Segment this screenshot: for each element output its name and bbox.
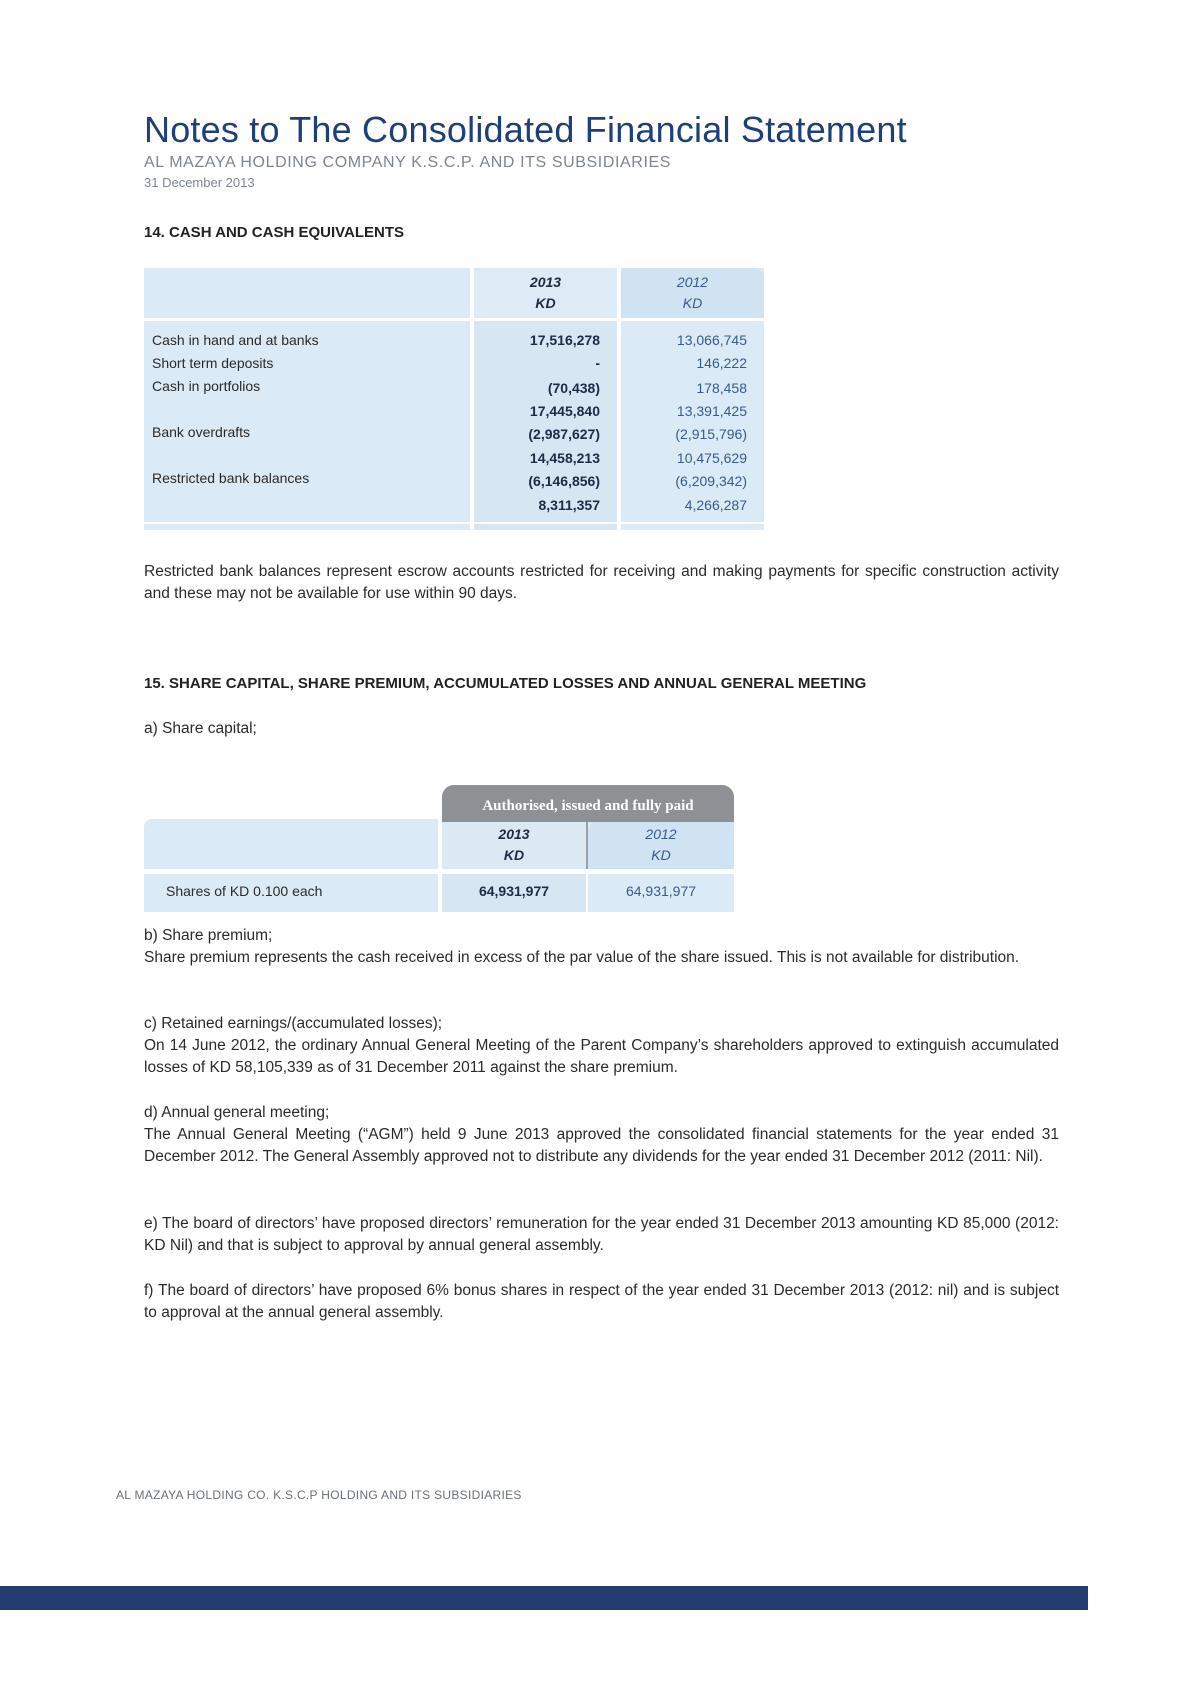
value-2013: (70,438) bbox=[547, 380, 600, 396]
year-2012-label: 2012 bbox=[676, 274, 709, 290]
bottom-divider bbox=[144, 522, 764, 524]
group-header: Authorised, issued and fully paid bbox=[442, 785, 734, 822]
value-2013: - bbox=[595, 355, 600, 371]
statement-date: 31 December 2013 bbox=[144, 175, 255, 190]
share-premium-title: b) Share premium; bbox=[144, 927, 273, 944]
share-premium-text: Share premium represents the cash received in excess of the par value of the share issued. This is not available for distribution. bbox=[144, 949, 1020, 966]
row-label: Restricted bank balances bbox=[152, 470, 310, 486]
value-2013: (2,987,627) bbox=[528, 426, 600, 442]
subtotal-2012: 10,475,629 bbox=[676, 450, 747, 466]
value-2013: (6,146,856) bbox=[528, 473, 600, 489]
subtotal-2013: 17,445,840 bbox=[529, 403, 600, 419]
year-2013-label: 2013 bbox=[498, 826, 530, 842]
retained-earnings-text: On 14 June 2012, the ordinary Annual General Meeting of the Parent Company’s shareholders approved to extinguish accumulated losses of KD 58,105,339 as of 31 December 2011 against the share premium. bbox=[144, 1037, 1059, 1076]
row-label: Short term deposits bbox=[152, 355, 274, 371]
value-2013: 64,931,977 bbox=[478, 883, 550, 899]
year-2012-label: 2012 bbox=[645, 826, 677, 842]
total-2013: 8,311,357 bbox=[538, 497, 600, 513]
page-title: Notes to The Consolidated Financial Statement bbox=[144, 109, 907, 150]
company-name: AL MAZAYA HOLDING COMPANY K.S.C.P. AND ITS SUBSIDIARIES bbox=[144, 154, 672, 171]
unit-2012-label: KD bbox=[682, 295, 703, 311]
bonus-shares-text: f) The board of directors’ have proposed 6% bonus shares in respect of the year ended 31 December 2013 (2012: nil) and is subject to approval at the annual general assembly. bbox=[144, 1282, 1059, 1321]
restricted-balances-note: Restricted bank balances represent escrow accounts restricted for receiving and making payments for specific construction activity and these may not be available for use within 90 days. bbox=[144, 563, 1059, 602]
header-divider bbox=[144, 318, 764, 321]
value-2012: 64,931,977 bbox=[625, 883, 697, 899]
total-2012: 4,266,287 bbox=[684, 497, 747, 513]
page-header bbox=[144, 110, 907, 190]
row-label: Cash in hand and at banks bbox=[152, 332, 319, 348]
row-label: Bank overdrafts bbox=[152, 424, 251, 440]
share-capital-table bbox=[144, 785, 734, 915]
subtotal-2012: 13,391,425 bbox=[676, 403, 747, 419]
value-2012: (2,915,796) bbox=[675, 426, 747, 442]
subtotal-2013: 14,458,213 bbox=[529, 450, 600, 466]
value-2012: 178,458 bbox=[696, 380, 747, 396]
note-15-heading: 15. SHARE CAPITAL, SHARE PREMIUM, ACCUMULATED LOSSES AND ANNUAL GENERAL MEETING bbox=[144, 675, 867, 692]
footer-company-name: AL MAZAYA HOLDING CO. K.S.C.P HOLDING AND ITS SUBSIDIARIES bbox=[116, 1488, 522, 1502]
note-14-heading: 14. CASH AND CASH EQUIVALENTS bbox=[144, 224, 405, 241]
retained-earnings-title: c) Retained earnings/(accumulated losses); bbox=[144, 1015, 443, 1032]
header-divider bbox=[144, 869, 734, 874]
agm-title: d) Annual general meeting; bbox=[144, 1104, 330, 1121]
unit-2013-label: KD bbox=[535, 295, 556, 311]
remuneration-text: e) The board of directors’ have proposed directors’ remuneration for the year ended 31 December 2013 amounting KD 85,000 (2012: KD Nil) and that is subject to approval by annual general assembly. bbox=[144, 1215, 1059, 1254]
bottom-divider bbox=[144, 912, 734, 915]
value-2013: 17,516,278 bbox=[529, 332, 600, 348]
row-label: Cash in portfolios bbox=[152, 378, 261, 394]
year-2013-label: 2013 bbox=[529, 274, 562, 290]
agm-text: The Annual General Meeting (“AGM”) held 9 June 2013 approved the consolidated financial statements for the year ended 31 December 2012. The General Assembly approved not to distribute any dividends for the year ended 31 December 2012 (2011: Nil). bbox=[144, 1126, 1059, 1165]
unit-2012-label: KD bbox=[651, 847, 671, 863]
share-capital-title: a) Share capital; bbox=[144, 720, 257, 737]
unit-2013-label: KD bbox=[503, 847, 525, 863]
label-column bbox=[144, 819, 438, 915]
value-2012: (6,209,342) bbox=[675, 473, 747, 489]
footer-bar bbox=[0, 1586, 1088, 1610]
label-column bbox=[144, 268, 470, 530]
row-label: Shares of KD 0.100 each bbox=[166, 883, 323, 899]
cash-equivalents-table bbox=[144, 268, 764, 530]
value-2012: 13,066,745 bbox=[676, 332, 747, 348]
value-2012: 146,222 bbox=[696, 355, 747, 371]
